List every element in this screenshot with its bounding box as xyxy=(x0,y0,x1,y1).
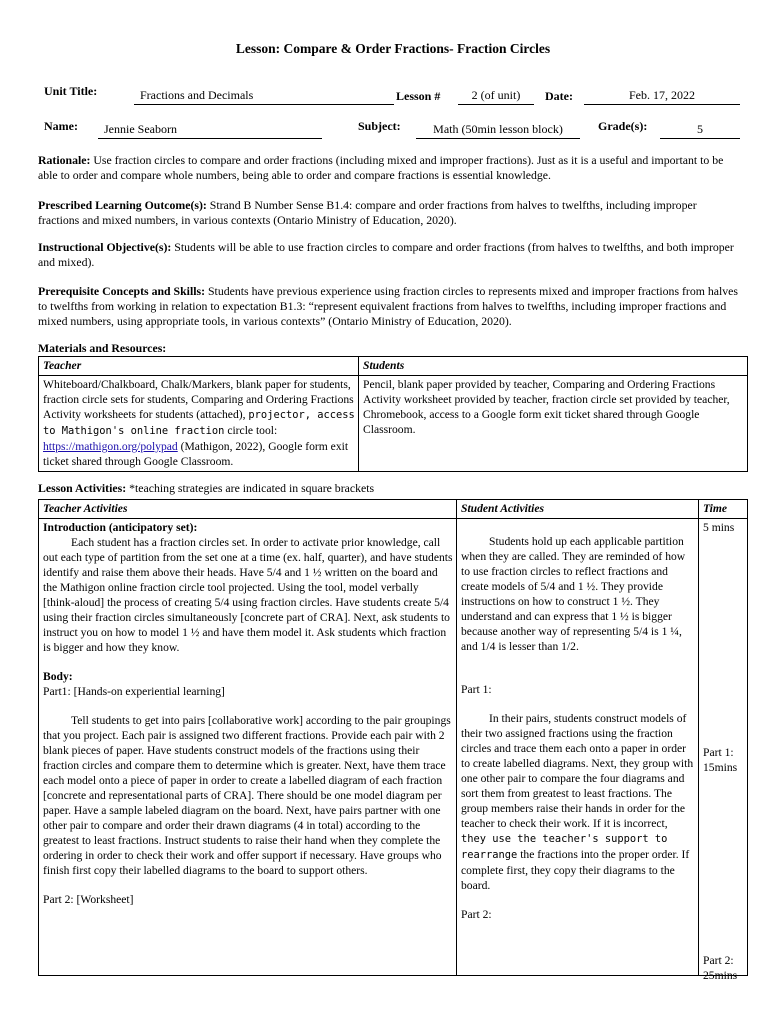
prerequisite-section xyxy=(38,284,738,329)
grade-label: Grade(s): xyxy=(598,119,648,133)
intro-student-text: Students hold up each applicable partition when they are called. They are reminded of how to use fraction circles to reflect fractions and create models of 5/4 and 1 ½. They provide instructions on how to construct 1 ½. They understand and can express that 1 ½ is bigger because another way of representing 5/4 is 1 ¼, and 1/4 is lesser than 1/2. xyxy=(461,535,686,653)
materials-students-cell: Pencil, blank paper provided by teacher, Comparing and Ordering Fractions Activity worksheet provided by teacher, fraction circle set provided by teacher, Chromebook, access to a Google form exit ticket shared through Google Classroom. xyxy=(359,376,748,472)
materials-teacher-header: Teacher xyxy=(39,357,359,376)
lesson-number-label: Lesson # xyxy=(396,89,441,103)
outcome-text: Strand B Number Sense B1.4: compare and order fractions from halves to twelfths, including improper fractions and mixed numbers, in various contexts (Ontario Ministry of Education, 2020). xyxy=(38,198,697,227)
student-activities-header: Student Activities xyxy=(457,500,699,519)
part1-student-text: In their pairs, students construct models of their two assigned fractions using the fraction circles and trace them each onto a paper in order to create labelled diagrams. Next, they group with one other pair to compare the four diagrams and sort them from greatest to least fractions. The group members raise their hands in order for the teacher to check their work. If it is incorrect, they use the teacher's support to rearrange the fractions into the proper order. If complete first, they copy their diagrams to the board. xyxy=(461,712,694,892)
subject-label: Subject: xyxy=(358,119,401,133)
outcome-label: Prescribed Learning Outcome(s): xyxy=(38,198,207,212)
outcome-section xyxy=(38,198,738,228)
grade-field: 5 xyxy=(660,122,740,139)
objective-text: Students will be able to use fraction circles to compare and order fractions (from halves to twelfths, and both improper and mixed). xyxy=(38,240,734,269)
unit-title-label: Unit Title: xyxy=(44,84,98,98)
part2-student-label: Part 2: xyxy=(461,908,492,921)
materials-students-header: Students xyxy=(359,357,748,376)
body-heading: Body: xyxy=(43,670,73,683)
part1-label: Part1: [Hands-on experiential learning] xyxy=(43,685,225,698)
intro-heading: Introduction (anticipatory set): xyxy=(43,521,198,534)
teacher-activities-cell xyxy=(39,519,457,976)
materials-teacher-cell: Whiteboard/Chalkboard, Chalk/Markers, blank paper for students, fraction circle sets for students, Comparing and Ordering Fractions Activity worksheets for students (attached), projector, access to Mathigon's online fraction circle tool: https://mathigon.org/polypad (Mathigon, 2022), Google form exit ticket shared through Google Classroom. xyxy=(39,376,359,472)
date-label: Date: xyxy=(545,89,573,103)
prerequisite-label: Prerequisite Concepts and Skills: xyxy=(38,284,206,298)
part1-text: Tell students to get into pairs [collaborative work] according to the pair groupings that you project. Each pair is assigned two different fractions. Provide each pair with 2 blank pieces of paper. Have students construct models of the fractions using their fraction circles and compare them to determine which is greater. Next, have them trace each model onto a piece of paper in order to create a labelled diagram of each fraction [concrete and representational parts of CRA]. There should be one model diagram per paper. Have a sample labeled diagram on the board. Next, have pairs partner with one other pair to compare and order their drawn diagrams (4 in total) according to the greatest to least fractions. Instruct students to raise their hand when they complete the ordering in order to check their work and offer support if necessary. Have groups who finish first copy their labelled diagrams to the board to support others. xyxy=(43,714,451,877)
document-title: Lesson: Compare & Order Fractions- Fraction Circles xyxy=(235,41,551,56)
intro-text: Each student has a fraction circles set. In order to activate prior knowledge, call out each type of partition from the set one at a time (ex. half, quarter), and have students identify and raise them above their heads. Have 5/4 and 1 ½ written on the board and the Mathigon online fraction circle tool projected. Using the tool, model verbally [think-aloud] the process of creating 5/4 using fraction circles. Have students create 5/4 using their fraction circles simultaneously [concrete part of CRA]. Next, ask students to instruct you on how to model 1 ½ and have them model it. Ask students which fraction is bigger and how they know. xyxy=(43,536,453,654)
student-activities-cell xyxy=(457,519,699,976)
part2-label: Part 2: [Worksheet] xyxy=(43,893,134,906)
date-field: Feb. 17, 2022 xyxy=(584,88,740,105)
part1-time: Part 1: 15mins xyxy=(703,746,738,774)
objective-label: Instructional Objective(s): xyxy=(38,240,172,254)
materials-table xyxy=(38,356,748,472)
materials-heading: Materials and Resources: xyxy=(38,341,167,355)
teacher-activities-header: Teacher Activities xyxy=(39,500,457,519)
subject-field: Math (50min lesson block) xyxy=(416,122,580,139)
intro-time: 5 mins xyxy=(703,521,735,534)
prerequisite-text: Students have previous experience using fraction circles to represents mixed and improper fractions from halves to twelfths from working in relation to expectation B1.3: “represent equivalent fractions from halves to twelfths, including improper fractions and mixed numbers, using appropriate tools, in various contexts” (Ontario Ministry of Education, 2020). xyxy=(38,284,739,328)
lesson-number-field: 2 (of unit) xyxy=(458,88,534,105)
time-header: Time xyxy=(699,500,748,519)
objective-section xyxy=(38,240,738,270)
part2-time: Part 2: 25mins xyxy=(703,954,738,982)
rationale-section xyxy=(38,153,738,183)
name-label: Name: xyxy=(44,119,78,133)
activities-heading: Lesson Activities: *teaching strategies are indicated in square brackets xyxy=(38,481,375,495)
activities-table xyxy=(38,499,748,982)
name-field: Jennie Seaborn xyxy=(98,122,322,139)
mathigon-link[interactable]: https://mathigon.org/polypad xyxy=(43,440,178,453)
unit-title-field: Fractions and Decimals xyxy=(134,88,394,105)
part1-student-label: Part 1: xyxy=(461,683,492,696)
time-cell xyxy=(699,519,748,982)
rationale-text: Use fraction circles to compare and order fractions (including mixed and improper fractions). Just as it is a useful and important to be able to order and compare whole numbers, being able to order and compare fractions is essential knowledge. xyxy=(38,153,724,182)
rationale-label: Rationale: xyxy=(38,153,91,167)
